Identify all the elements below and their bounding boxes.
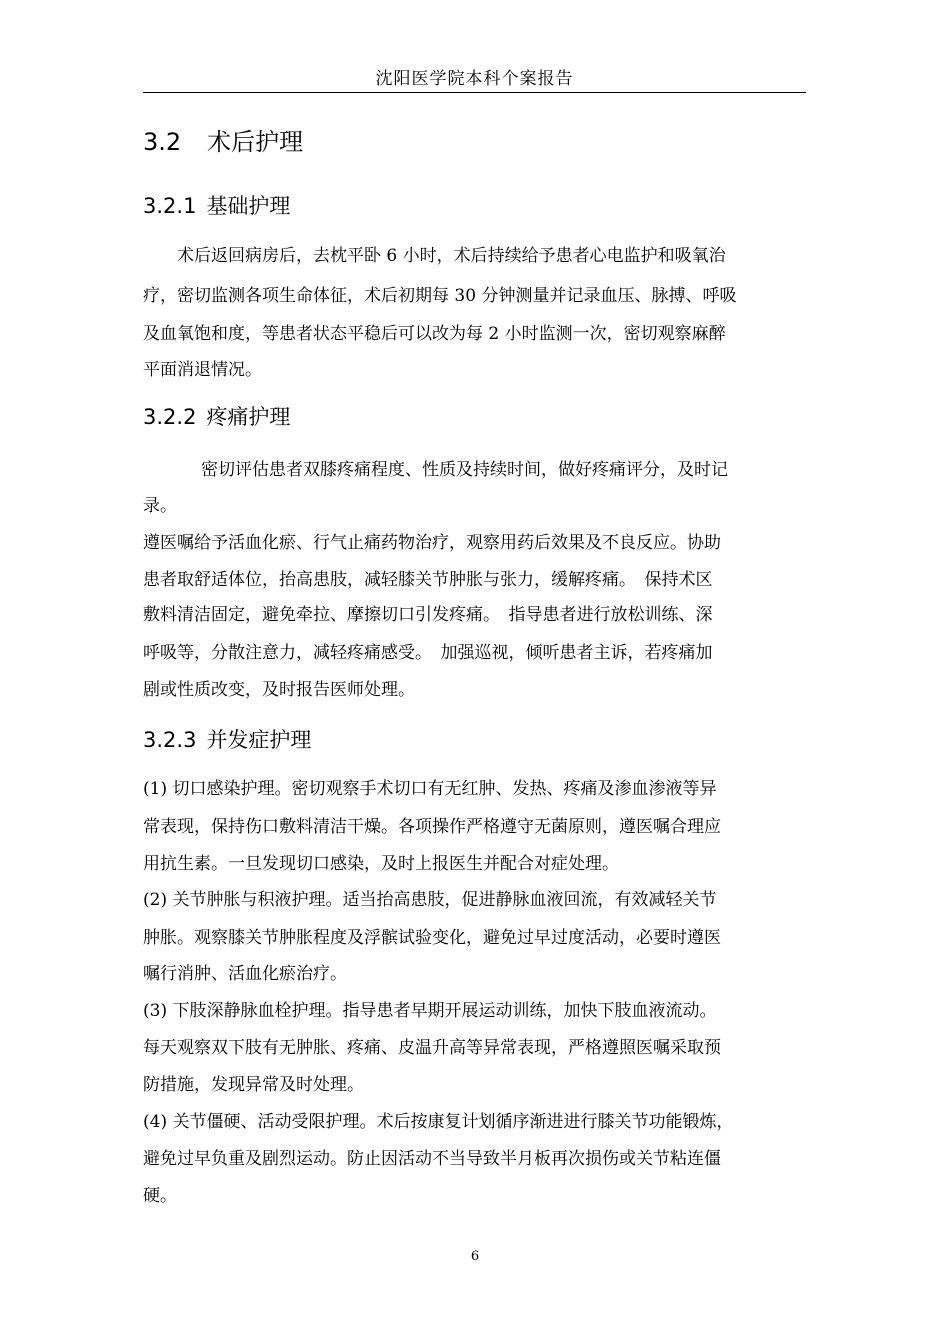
subsection-number: 3.2.3 <box>143 728 197 752</box>
paragraph-line: 遵医嘱给予活血化瘀、行气止痛药物治疗，观察用药后效果及不良反应。协助 <box>143 533 721 553</box>
paragraph-line: 肿胀。观察膝关节肿胀程度及浮髌试验变化，避免过早过度活动，必要时遵医 <box>143 928 721 948</box>
paragraph-line: 平面消退情况。 <box>143 360 262 380</box>
paragraph-line: 常表现，保持伤口敷料清洁干燥。各项操作严格遵守无菌原则，遵医嘱合理应 <box>143 817 721 837</box>
paragraph-line: 录。 <box>143 496 177 516</box>
section-heading <box>143 127 303 157</box>
paragraph-line: 嘱行消肿、活血化瘀治疗。 <box>143 964 347 984</box>
header-rule <box>143 92 806 93</box>
paragraph-line: (2) 关节肿胀与积液护理。适当抬高患肢，促进静脉血液回流，有效减轻关节 <box>143 890 717 910</box>
paragraph-line: (1) 切口感染护理。密切观察手术切口有无红肿、发热、疼痛及渗血渗液等异 <box>143 779 717 799</box>
running-header: 沈阳医学院本科个案报告 <box>375 69 574 89</box>
section-number: 3.2 <box>143 128 182 156</box>
paragraph-line: 术后返回病房后，去枕平卧 6 小时，术后持续给予患者心电监护和吸氧治 <box>177 246 726 266</box>
section-title: 术后护理 <box>207 128 304 156</box>
paragraph-line: 硬。 <box>143 1186 177 1206</box>
paragraph-line: (4) 关节僵硬、活动受限护理。术后按康复计划循序渐进进行膝关节功能锻炼， <box>143 1112 734 1132</box>
paragraph-line: 防措施，发现异常及时处理。 <box>143 1075 364 1095</box>
paragraph-line: 避免过早负重及剧烈运动。防止因活动不当导致半月板再次损伤或关节粘连僵 <box>143 1149 721 1169</box>
paragraph-line: 患者取舒适体位，抬高患肢，减轻膝关节肿胀与张力，缓解疼痛。 保持术区 <box>143 570 713 590</box>
page-number: 6 <box>470 1249 480 1264</box>
paragraph-line: 每天观察双下肢有无肿胀、疼痛、皮温升高等异常表现，严格遵照医嘱采取预 <box>143 1038 721 1058</box>
paragraph-line: 密切评估患者双膝疼痛程度、性质及持续时间，做好疼痛评分，及时记 <box>201 460 728 480</box>
subsection-title: 基础护理 <box>206 194 291 218</box>
paragraph-line: 疗，密切监测各项生命体征，术后初期每 30 分钟测量并记录血压、脉搏、呼吸 <box>143 286 737 306</box>
subsection-heading <box>143 726 311 754</box>
paragraph-line: 敷料清洁固定，避免牵拉、摩擦切口引发疼痛。 指导患者进行放松训练、深 <box>143 605 713 625</box>
paragraph-line: 剧或性质改变，及时报告医师处理。 <box>143 680 415 700</box>
subsection-heading <box>143 192 290 220</box>
subsection-heading <box>143 403 290 431</box>
paragraph-line: 呼吸等，分散注意力，减轻疼痛感受。 加强巡视，倾听患者主诉，若疼痛加 <box>143 643 713 663</box>
paragraph-line: 用抗生素。一旦发现切口感染，及时上报医生并配合对症处理。 <box>143 854 619 874</box>
subsection-title: 并发症护理 <box>206 728 312 752</box>
paragraph-line: (3) 下肢深静脉血栓护理。指导患者早期开展运动训练，加快下肢血液流动。 <box>143 1001 717 1021</box>
paragraph-line: 及血氧饱和度，等患者状态平稳后可以改为每 2 小时监测一次，密切观察麻醉 <box>143 324 726 344</box>
subsection-title: 疼痛护理 <box>206 405 291 429</box>
subsection-number: 3.2.1 <box>143 194 197 218</box>
subsection-number: 3.2.2 <box>143 405 197 429</box>
